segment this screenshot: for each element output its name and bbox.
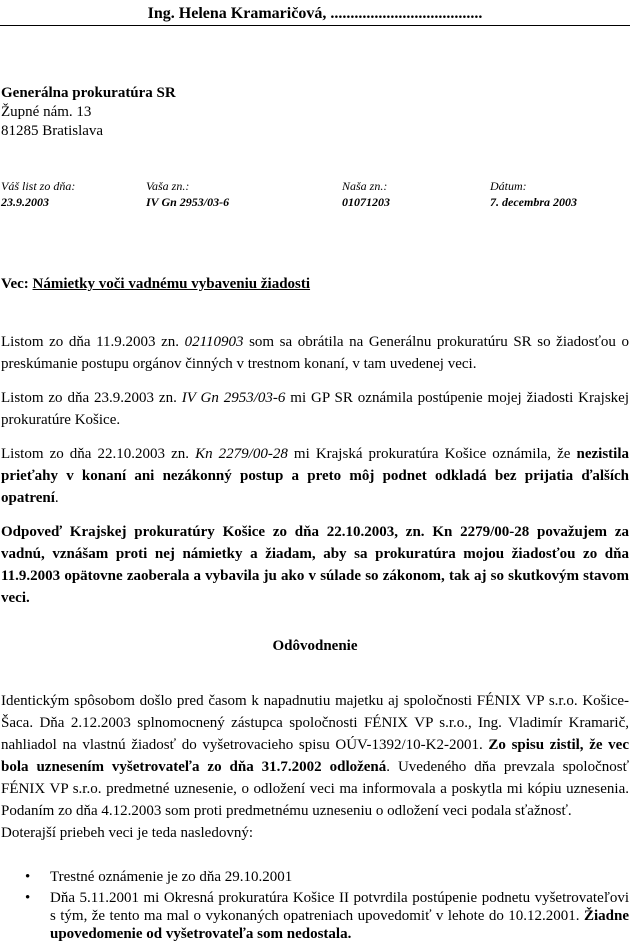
ref-value: 23.9.2003 (1, 195, 49, 209)
bullet-icon: • (25, 890, 31, 906)
ref-your-letter (1, 178, 75, 210)
reference-number: IV Gn 2953/03-6 (181, 390, 286, 406)
paragraph-2 (1, 387, 629, 431)
text: . Uvedeného dňa prevzala spoločnosť FÉNIX VP s.r.o. predmetné uznesenie, o odložení veci ma informovala a poskytla mi kópiu uznesenia. Podaním zo dňa 4.12.2003 som proti predmetnému uzneseniu o odložení veci podala sťažnosť. (1, 759, 629, 819)
ref-your-number (146, 178, 229, 210)
text: Trestné oznámenie je zo dňa 29.10.2001 (50, 869, 293, 885)
ref-label: Dátum: (490, 179, 527, 193)
text: . (54, 490, 59, 506)
paragraph-5 (1, 690, 629, 822)
subject-prefix: Vec: (1, 276, 29, 292)
timeline-list (1, 868, 629, 943)
ref-label: Váš list zo dňa: (1, 179, 76, 193)
recipient-city: 81285 Bratislava (1, 123, 104, 139)
text: mi GP SR oznámila postúpenie mojej žiadosti Krajskej prokuratúre Košice. (1, 390, 629, 428)
ref-value: IV Gn 2953/03-6 (146, 195, 230, 209)
paragraph-1 (1, 331, 629, 375)
emphasis: Zo spisu zistil, že vec bola uznesením vyšetrovateľa zo dňa 31.7.2002 odložená (1, 737, 629, 775)
reference-number: 02110903 (184, 334, 244, 350)
paragraph-6: Doterajší priebeh veci je teda nasledovný: (1, 825, 253, 841)
text: Dňa 5.11.2001 mi Okresná prokuratúra Košice II potvrdila postúpenie podnetu vyšetrovateľovi s tým, že tento ma mal o vykonaných opatreniach upovedomiť v lehote do 10.12.2001. (50, 890, 629, 924)
reference-number: Kn 2279/00-28 (195, 446, 288, 462)
ref-our-number (342, 178, 390, 210)
bullet-icon: • (25, 869, 31, 885)
text: Listom zo dňa 23.9.2003 zn. (1, 390, 182, 406)
ref-label: Naša zn.: (342, 179, 388, 193)
text: Listom zo dňa 11.9.2003 zn. (1, 334, 185, 350)
list-item (1, 868, 629, 886)
ref-label: Vaša zn.: (146, 179, 190, 193)
ref-value: 7. decembra 2003 (490, 195, 577, 209)
paragraph-4: Odpoveď Krajskej prokuratúry Košice zo dňa 22.10.2003, zn. Kn 2279/00-28 považujem za vadnú, vznášam proti nej námietky a žiadam, aby sa prokuratúra mojou žiadosťou zo dňa 11.9.2003 opätovne zaoberala a vybavila ju ako v súlade so zákonom, tak aj so skutkovým stavom veci. (1, 524, 629, 606)
subject-text: Námietky voči vadnému vybaveniu žiadosti (32, 276, 311, 292)
emphasis: Žiadne upovedomenie od vyšetrovateľa som nedostala. (50, 908, 629, 942)
section-heading: Odôvodnenie (272, 638, 358, 654)
emphasis: nezistila prieťahy v konaní ani nezákonný postup a preto môj podnet odkladá bez prijatia ďalších opatrení (1, 446, 629, 506)
list-item (1, 889, 629, 943)
recipient-name: Generálna prokuratúra SR (1, 85, 176, 101)
subject-line (1, 276, 310, 293)
text: Listom zo dňa 22.10.2003 zn. (1, 446, 196, 462)
sender-header: Ing. Helena Kramaričová, ...................................... (0, 5, 630, 26)
paragraph-3 (1, 443, 629, 509)
text: mi Krajská prokuratúra Košice oznámila, že (287, 446, 577, 462)
recipient-street: Župné nám. 13 (1, 104, 92, 120)
ref-date (490, 178, 577, 210)
text: som sa obrátila na Generálnu prokuratúru SR so žiadosťou o preskúmanie postupu orgánov činných v trestnom konaní, v tam uvedenej veci. (1, 334, 629, 372)
text: Identickým spôsobom došlo pred časom k napadnutiu majetku aj spoločnosti FÉNIX VP s.r.o. Košice-Šaca. Dňa 2.12.2003 splnomocnený zástupca spoločnosti FÉNIX VP s.r.o., Ing. Vladimír Kramarič, nahliadol na vlastnú žiadosť do vyšetrovacieho spisu OÚV-1392/10-K2-2001. (1, 693, 629, 753)
recipient-address (1, 84, 176, 141)
ref-value: 01071203 (342, 195, 390, 209)
